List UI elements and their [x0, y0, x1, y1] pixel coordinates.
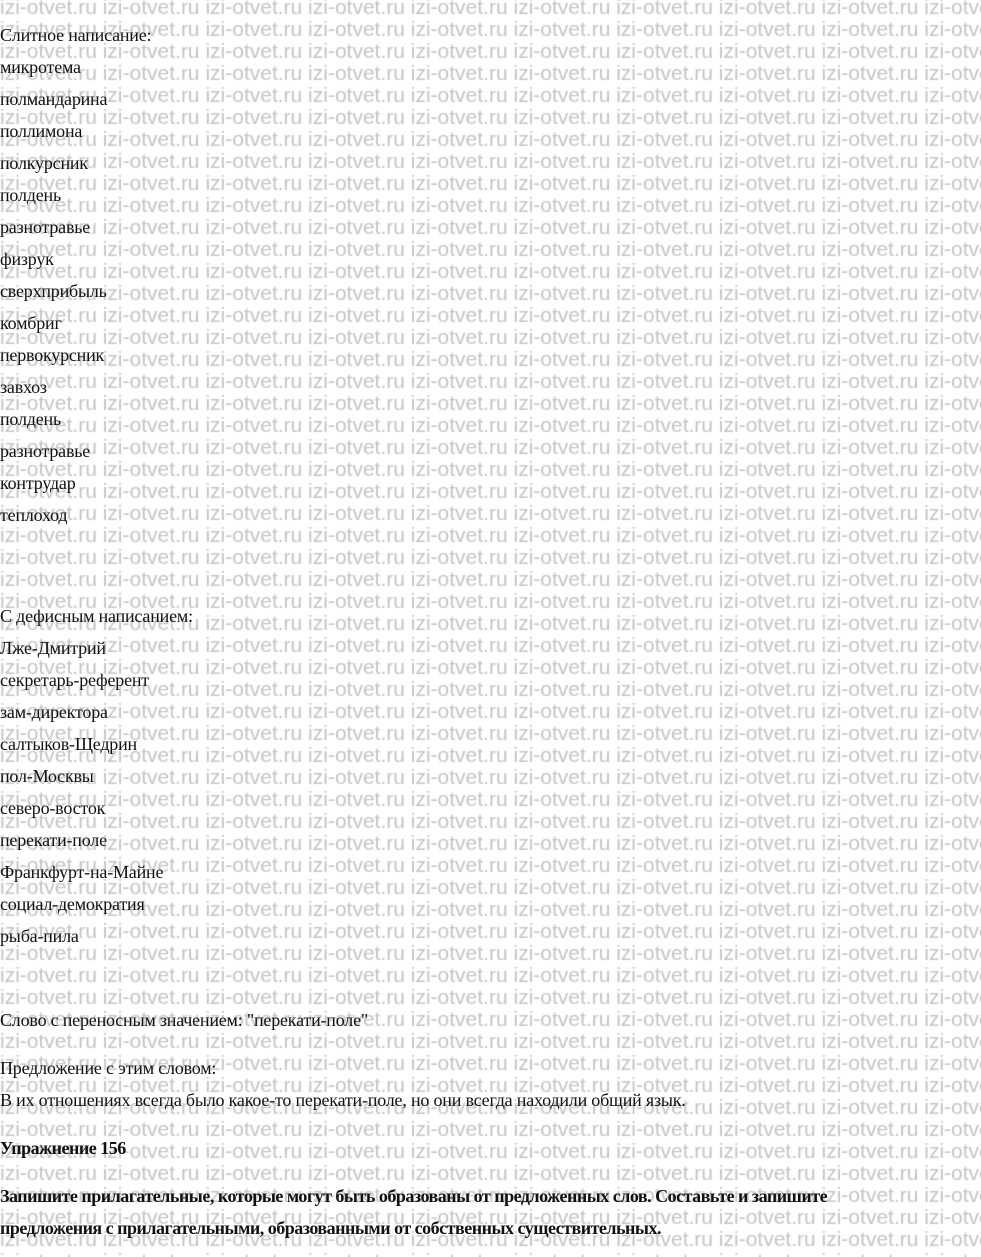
merged-word: разнотравье — [0, 441, 91, 461]
merged-word: первокурсник — [0, 345, 105, 365]
merged-word: полдень — [0, 409, 61, 429]
merged-word: контрудар — [0, 473, 76, 493]
figurative-word: Слово с переносным значением: "перекати-поле" — [0, 1010, 369, 1030]
merged-word: физрук — [0, 249, 54, 269]
merged-heading: Слитное написание: — [0, 25, 152, 45]
merged-word: теплоход — [0, 505, 68, 525]
hyphenated-word: Франкфурт-на-Майне — [0, 862, 164, 882]
merged-word: полмандарина — [0, 89, 108, 109]
hyphenated-word: пол-Москвы — [0, 766, 94, 786]
merged-word: разнотравье — [0, 217, 91, 237]
hyphenated-word: рыба-пила — [0, 926, 79, 946]
hyphenated-word: салтыков-Щедрин — [0, 734, 137, 754]
hyphenated-word: секретарь-референт — [0, 670, 149, 690]
merged-word: поллимона — [0, 121, 83, 141]
merged-word: полдень — [0, 185, 61, 205]
hyphenated-word: зам-директора — [0, 702, 108, 722]
merged-word: полкурсник — [0, 153, 88, 173]
hyphenated-word: Лже-Дмитрий — [0, 638, 106, 658]
merged-word: комбриг — [0, 313, 62, 333]
example-sentence: В их отношениях всегда было какое-то перекати-поле, но они всегда находили общий язык. — [0, 1090, 686, 1110]
merged-word: завхоз — [0, 377, 47, 397]
hyphenated-word: перекати-поле — [0, 830, 107, 850]
merged-word: микротема — [0, 57, 81, 77]
hyphenated-heading: С дефисным написанием: — [0, 606, 193, 626]
hyphenated-word: социал-демократия — [0, 894, 145, 914]
merged-word: сверхприбыль — [0, 281, 107, 301]
hyphenated-word: северо-восток — [0, 798, 106, 818]
exercise-title: Упражнение 156 — [0, 1138, 126, 1158]
exercise-task-line: предложения с прилагательными, образованными от собственных существительных. — [0, 1218, 661, 1238]
sentence-label: Предложение с этим словом: — [0, 1058, 217, 1078]
exercise-task-line: Запишите прилагательные, которые могут быть образованы от предложенных слов. Составьте и запишите — [0, 1186, 828, 1206]
